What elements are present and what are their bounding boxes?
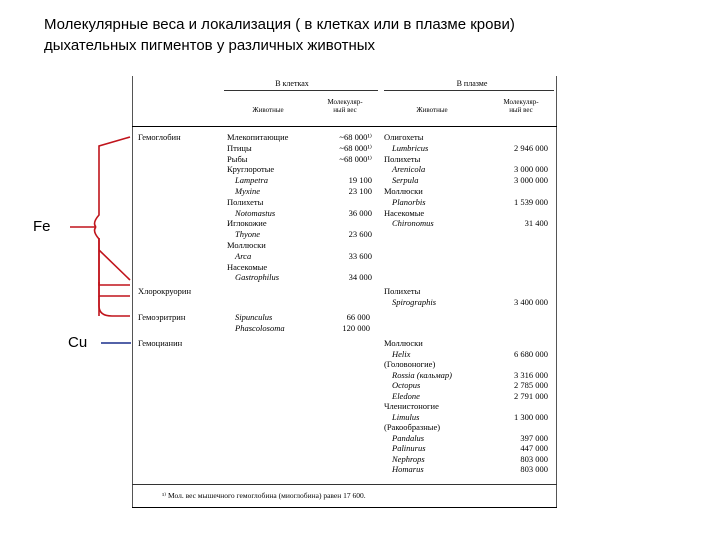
animal-name: Иглокожие: [227, 218, 267, 229]
molecular-weight: 120 000: [342, 322, 370, 333]
animal-name: Planorbis: [392, 196, 426, 207]
animal-name: Полихеты: [227, 196, 264, 207]
animal-name: Полихеты: [384, 286, 421, 296]
animal-name: Sipunculus: [235, 312, 273, 322]
molecular-weight: 1 300 000: [514, 411, 548, 422]
molecular-weight: 33 600: [348, 250, 372, 261]
animal-name: Pandalus: [392, 432, 425, 443]
animal-name: Моллюски: [384, 186, 423, 196]
animal-name: Насекомые: [384, 207, 425, 218]
animal-name: Phascolosoma: [235, 322, 285, 333]
pigment-table: [132, 76, 558, 508]
animal-name: Олигохеты: [384, 132, 424, 142]
animal-name: (Головоногие): [384, 359, 436, 369]
molecular-weight: 31 400: [524, 218, 548, 229]
animal-name: Млекопитающие: [227, 132, 289, 142]
animal-name: Homarus: [392, 464, 424, 474]
molecular-weight: 803 000: [520, 453, 548, 464]
header-molweight-plasma-2: ный вес: [509, 106, 533, 114]
header-in-plasma: В плазме: [456, 79, 488, 88]
molecular-weight: 66 000: [346, 312, 370, 322]
animal-name: Palinurus: [392, 443, 426, 453]
animal-name: Octopus: [392, 380, 421, 390]
animal-name: Круглоротые: [227, 164, 275, 175]
animal-name: Полихеты: [384, 153, 421, 164]
animal-name: Птицы: [227, 142, 252, 153]
animal-name: Arenicola: [392, 164, 426, 175]
molecular-weight: 3 000 000: [514, 175, 548, 186]
animal-name: Членистоногие: [384, 401, 439, 411]
molecular-weight: 19 100: [348, 175, 372, 186]
molecular-weight: ~68 000¹⁾: [339, 142, 372, 153]
header-molweight-plasma-1: Молекуляр-: [503, 98, 539, 106]
animal-name: Lampetra: [235, 175, 269, 186]
molecular-weight: 3 400 000: [514, 296, 548, 307]
animal-name: Spirographis: [392, 296, 437, 307]
animal-name: Chironomus: [392, 218, 434, 229]
molecular-weight: 2 785 000: [514, 380, 548, 390]
molecular-weight: 3 316 000: [514, 369, 548, 380]
metal-label-cu: Cu: [68, 334, 88, 351]
molecular-weight: 2 946 000: [514, 142, 548, 153]
header-animals-cells: Животные: [252, 106, 284, 114]
molecular-weight: 803 000: [520, 464, 548, 474]
molecular-weight: 6 680 000: [514, 348, 548, 359]
animal-name: Насекомые: [227, 261, 268, 272]
molecular-weight: 397 000: [520, 432, 548, 443]
molecular-weight: 34 000: [348, 272, 372, 283]
molecular-weight: 3 000 000: [514, 164, 548, 175]
molecular-weight: 447 000: [520, 443, 548, 453]
animal-name: Моллюски: [384, 338, 423, 348]
animal-name: Notomastus: [235, 207, 276, 218]
animal-name: Lumbricus: [392, 142, 429, 153]
animal-name: Myxine: [235, 186, 261, 196]
molecular-weight: 23 100: [348, 186, 372, 196]
animal-name: (Ракообразные): [384, 422, 441, 432]
molecular-weight: ~68 000¹⁾: [339, 132, 372, 142]
animal-name: Arca: [235, 250, 252, 261]
title-line-2: дыхательных пигментов у различных животных: [44, 37, 376, 54]
pigment-hemoglobin: Гемоглобин: [138, 132, 181, 142]
header-animals-plasma: Животные: [416, 106, 448, 114]
pigment-hemocyanin: Гемоцианин: [138, 338, 183, 348]
animal-name: Serpula: [392, 175, 419, 186]
animal-name: Моллюски: [227, 240, 266, 250]
molecular-weight: 1 539 000: [514, 196, 548, 207]
animal-name: Rossia (кальмар): [392, 369, 452, 380]
molecular-weight: 23 600: [348, 229, 372, 240]
title-line-1: Молекулярные веса и локализация ( в клетках или в плазме крови): [44, 16, 515, 33]
header-molweight-cells-2: ный вес: [333, 106, 357, 114]
header-molweight-cells-1: Молекуляр-: [327, 98, 363, 106]
animal-name: Thyone: [235, 229, 261, 240]
animal-name: Helix: [392, 348, 411, 359]
molecular-weight: 36 000: [348, 207, 372, 218]
molecular-weight: 2 791 000: [514, 390, 548, 401]
footnote: ¹⁾ Мол. вес мышечного гемоглобина (миоглобина) равен 17 600.: [162, 491, 366, 500]
animal-name: Рыбы: [227, 153, 248, 164]
animal-name: Eledone: [392, 390, 420, 401]
animal-name: Gastrophilus: [235, 272, 280, 283]
pigment-hemerythrin: Гемоэритрин: [138, 312, 186, 322]
molecular-weight: ~68 000¹⁾: [339, 153, 372, 164]
animal-name: Limulus: [392, 411, 420, 422]
metal-label-fe: Fe: [33, 218, 51, 235]
animal-name: Nephrops: [392, 453, 425, 464]
header-in-cells: В клетках: [275, 79, 309, 88]
pigment-chlorocruorin: Хлорокруорин: [138, 286, 192, 296]
